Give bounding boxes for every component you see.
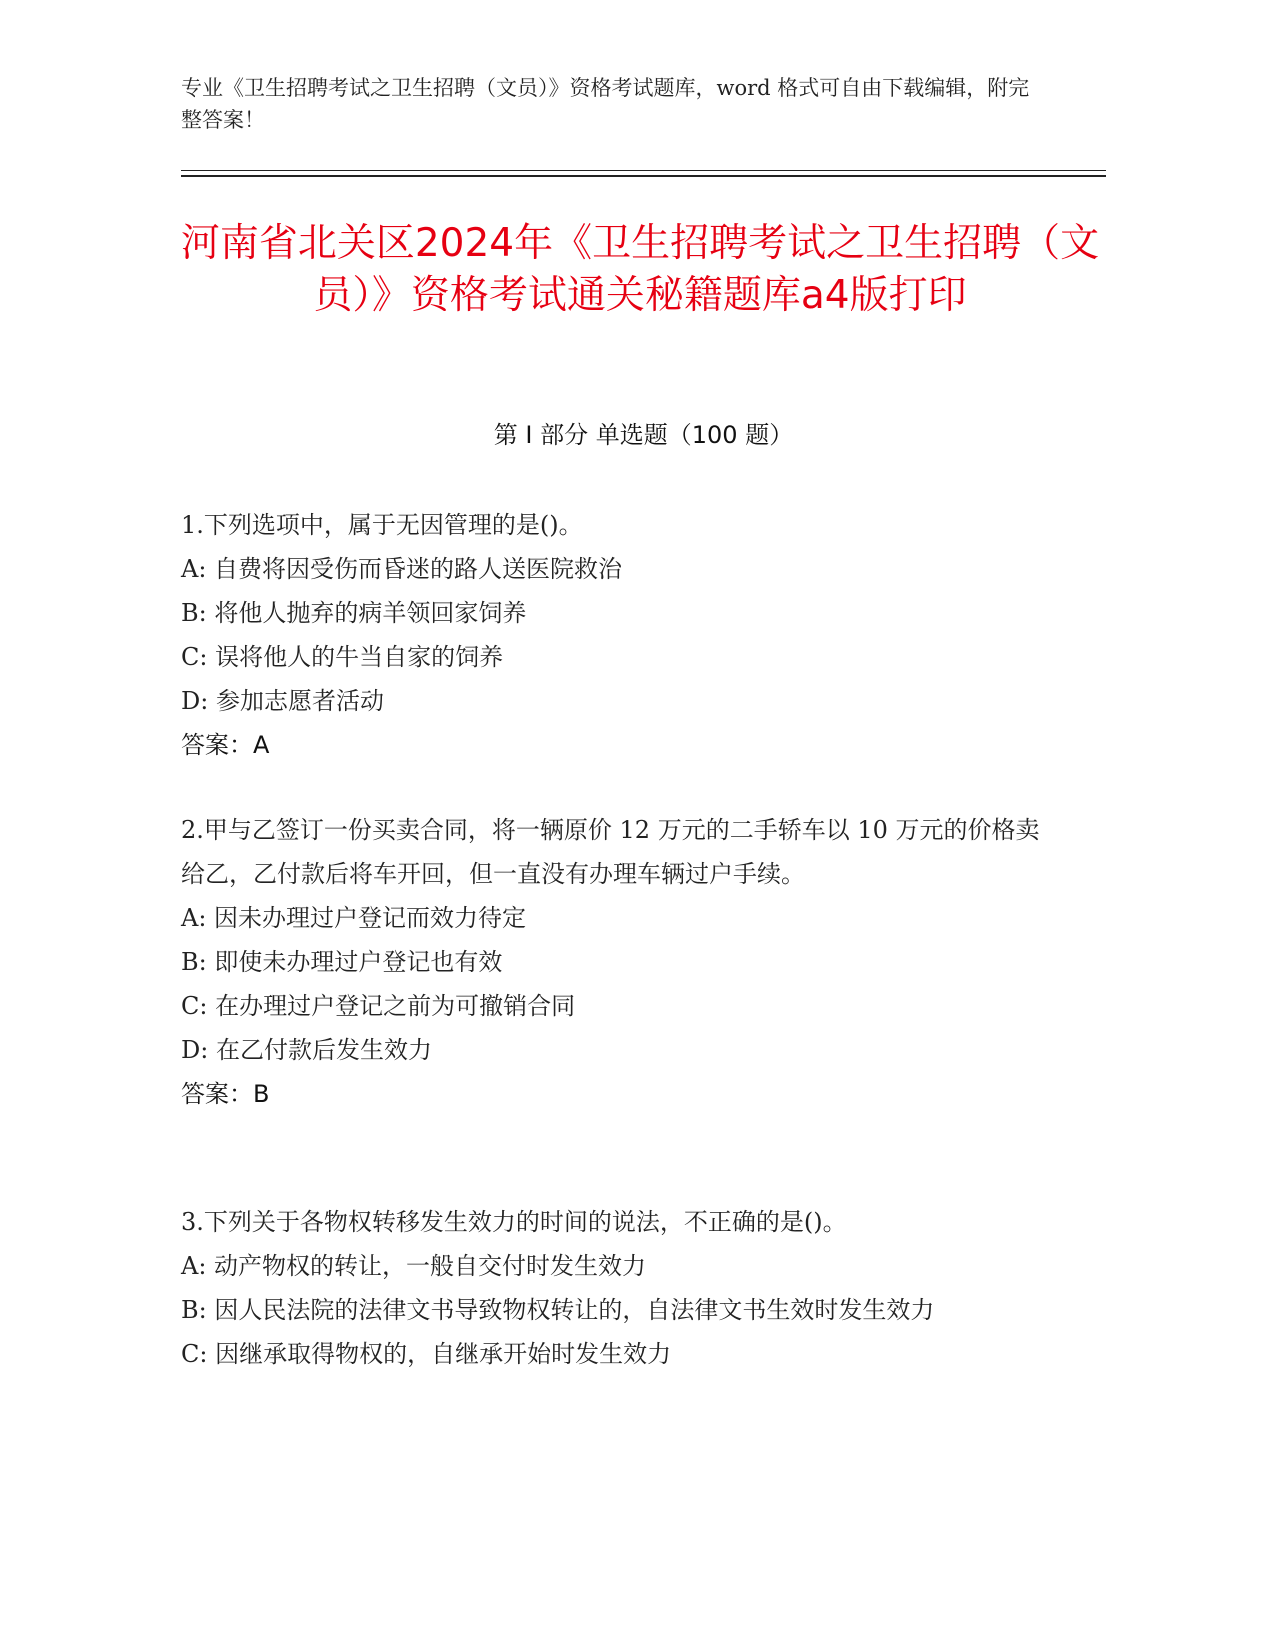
document-title: 河南省北关区2024年《卫生招聘考试之卫生招聘（文员）》资格考试通关秘籍题库a4版打印 (180, 221, 1100, 318)
question-stem: 2.甲与乙签订一份买卖合同，将一辆原价 12 万元的二手轿车以 10 万元的价格卖给乙，乙付款后将车开回，但一直没有办理车辆过户手续。 (181, 816, 1040, 888)
question-2 (181, 808, 1041, 1116)
option-b: B: 即使未办理过户登记也有效 (181, 948, 503, 976)
option-d: D: 参加志愿者活动 (181, 687, 384, 715)
header-rule-thick (181, 175, 1106, 177)
header-rule-thin (181, 170, 1106, 171)
header-note: 专业《卫生招聘考试之卫生招聘（文员）》资格考试题库，word 格式可自由下载编辑，附完整答案！ (181, 76, 1030, 132)
question-1 (181, 503, 1041, 767)
option-a: A: 因未办理过户登记而效力待定 (181, 904, 527, 932)
option-b: B: 将他人抛弃的病羊领回家饲养 (181, 599, 527, 627)
option-c: C: 误将他人的牛当自家的饲养 (181, 643, 504, 671)
answer: 答案：B (181, 1080, 270, 1108)
option-b: B: 因人民法院的法律文书导致物权转让的，自法律文书生效时发生效力 (181, 1296, 935, 1324)
answer: 答案：A (181, 731, 270, 759)
question-stem: 1.下列选项中，属于无因管理的是()。 (181, 511, 583, 539)
section-title: 第 I 部分 单选题（100 题） (493, 421, 794, 449)
option-c: C: 因继承取得物权的，自继承开始时发生效力 (181, 1340, 672, 1368)
question-3 (181, 1200, 1041, 1376)
option-c: C: 在办理过户登记之前为可撤销合同 (181, 992, 576, 1020)
option-a: A: 自费将因受伤而昏迷的路人送医院救治 (181, 555, 623, 583)
option-a: A: 动产物权的转让，一般自交付时发生效力 (181, 1252, 647, 1280)
question-stem: 3.下列关于各物权转移发生效力的时间的说法，不正确的是()。 (181, 1208, 847, 1236)
option-d: D: 在乙付款后发生效力 (181, 1036, 432, 1064)
